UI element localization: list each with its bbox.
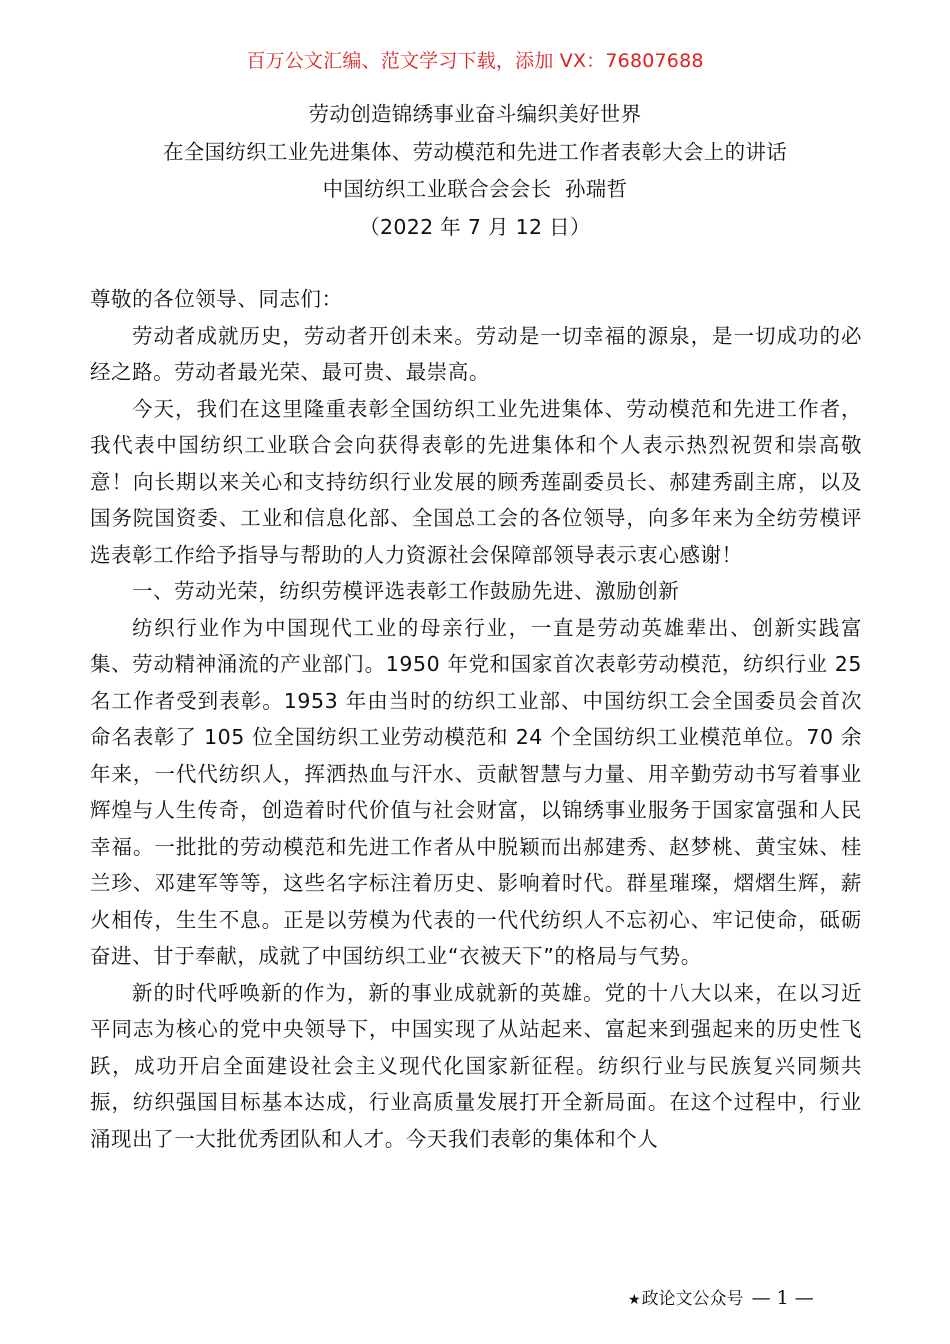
document-title-block xyxy=(0,96,950,246)
body-paragraph: 新的时代呼唤新的作为，新的事业成就新的英雄。党的十八大以来，在以习近平同志为核心的党中央领导下，中国实现了从站起来、富起来到强起来的历史性飞跃，成功开启全面建设社会主义现代化国家新征程。纺织行业与民族复兴同频共振，纺织强国目标基本达成，行业高质量发展打开全新局面。在这个过程中，行业涌现出了一大批优秀团队和人才。今天我们表彰的集体和个人 xyxy=(90,980,862,1151)
watermark-banner: 百万公文汇编、范文学习下载，添加 VX：76807688 xyxy=(246,50,704,72)
footer-source: 政论文公众号 xyxy=(641,1289,744,1309)
date-line: （2022 年 7 月 12 日） xyxy=(359,214,591,239)
page-number: — 1 — xyxy=(751,1287,814,1309)
star-icon: ★ xyxy=(628,1292,641,1308)
body-paragraph: 劳动者成就历史，劳动者开创未来。劳动是一切幸福的源泉，是一切成功的必经之路。劳动者最光荣、最可贵、最崇高。 xyxy=(90,323,862,384)
document-title: 劳动创造锦绣事业奋斗编织美好世界 xyxy=(308,102,642,126)
document-subtitle: 在全国纺织工业先进集体、劳动模范和先进工作者表彰大会上的讲话 xyxy=(163,139,787,164)
speaker-line: 中国纺织工业联合会会长 孙瑞哲 xyxy=(322,177,628,201)
document-body xyxy=(90,281,862,1157)
section-heading: 一、劳动光荣，纺织劳模评选表彰工作鼓励先进、激励创新 xyxy=(132,579,680,603)
salutation: 尊敬的各位领导、同志们： xyxy=(90,287,343,311)
page-footer xyxy=(628,1284,814,1309)
body-paragraph: 纺织行业作为中国现代工业的母亲行业，一直是劳动英雄辈出、创新实践富集、劳动精神涌流的产业部门。1950 年党和国家首次表彰劳动模范，纺织行业 25 名工作者受到表彰。1953 年由当时的纺织工业部、中国纺织工会全国委员会首次命名表彰了 105 位全国纺织工业劳动模范和 24 个全国纺织工业模范单位。70 余年来，一代代纺织人，挥洒热血与汗水、贡献智慧与力量、用辛勤劳动书写着事业辉煌与人生传奇，创造着时代价值与社会财富，以锦绣事业服务于国家富强和人民幸福。一批批的劳动模范和先进工作者从中脱颖而出郝建秀、赵梦桃、黄宝妹、桂兰珍、邓建军等等，这些名字标注着历史、影响着时代。群星璀璨，熠熠生辉，薪火相传，生生不息。正是以劳模为代表的一代代纺织人不忘初心、牢记使命，砥砺奋进、甘于奉献，成就了中国纺织工业“衣被天下”的格局与气势。 xyxy=(90,615,862,968)
body-paragraph: 今天，我们在这里隆重表彰全国纺织工业先进集体、劳动模范和先进工作者，我代表中国纺织工业联合会向获得表彰的先进集体和个人表示热烈祝贺和崇高敬意！向长期以来关心和支持纺织行业发展的顾秀莲副委员长、郝建秀副主席，以及国务院国资委、工业和信息化部、全国总工会的各位领导，向多年来为全纺劳模评选表彰工作给予指导与帮助的人力资源社会保障部领导表示衷心感谢！ xyxy=(90,396,862,567)
